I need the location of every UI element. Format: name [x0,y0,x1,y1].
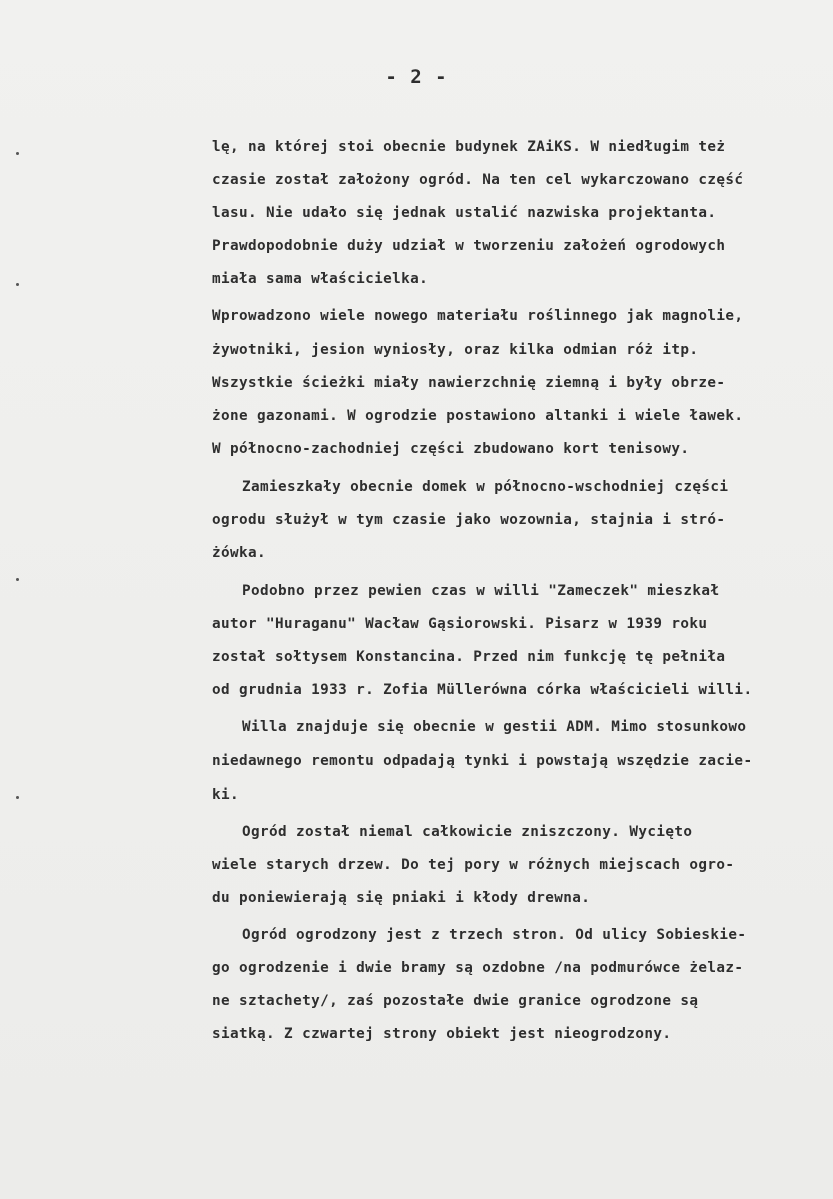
text-line: niedawnego remontu odpadają tynki i powstają wszędzie zacie- [212,753,753,769]
text-line: Wprowadzono wiele nowego materiału roślinnego jak magnolie, [212,308,744,324]
text-line: lasu. Nie udało się jednak ustalić nazwiska projektanta. [212,205,717,221]
text-line: został sołtysem Konstancina. Przed nim funkcję tę pełniła [212,649,726,665]
text-line: du poniewierają się pniaki i kłody drewna. [212,890,591,906]
margin-mark [16,283,19,286]
text-line: lę, na której stoi obecnie budynek ZAiKS. W niedługim też [212,139,726,155]
page-number: - 2 - [385,66,448,88]
text-line: wiele starych drzew. Do tej pory w różnych miejscach ogro- [212,857,735,873]
text-line: Prawdopodobnie duży udział w tworzeniu założeń ogrodowych [212,238,726,254]
text-line: go ogrodzenie i dwie bramy są ozdobne /na podmurówce żelaz- [212,960,744,976]
text-line: czasie został założony ogród. Na ten cel wykarczowano część [212,172,744,188]
text-line: Wszystkie ścieżki miały nawierzchnię ziemną i były obrze- [212,375,726,391]
text-line: żówka. [212,545,267,561]
text-line: ogrodu służył w tym czasie jako wozownia, stajnia i stró- [212,512,726,528]
text-line: żone gazonami. W ogrodzie postawiono altanki i wiele ławek. [212,408,744,424]
margin-mark [16,152,19,155]
text-line: ki. [212,787,240,803]
text-line: żywotniki, jesion wyniosły, oraz kilka odmian róż itp. [212,342,699,358]
text-line: Podobno przez pewien czas w willi "Zameczek" mieszkał [242,583,720,599]
text-line: Willa znajduje się obecnie w gestii ADM. Mimo stosunkowo [242,719,747,735]
text-line: ne sztachety/, zaś pozostałe dwie granice ogrodzone są [212,993,699,1009]
text-line: Zamieszkały obecnie domek w północno-wschodniej części [242,479,729,495]
text-line: Ogród ogrodzony jest z trzech stron. Od ulicy Sobieskie- [242,927,747,943]
text-line: siatką. Z czwartej strony obiekt jest nieogrodzony. [212,1026,672,1042]
text-line: od grudnia 1933 r. Zofia Müllerówna córka właścicieli willi. [212,682,753,698]
text-line: autor "Huraganu" Wacław Gąsiorowski. Pisarz w 1939 roku [212,616,708,632]
text-line: miała sama właścicielka. [212,271,429,287]
margin-mark [16,578,19,581]
margin-mark [16,796,19,799]
text-line: W północno-zachodniej części zbudowano kort tenisowy. [212,441,690,457]
text-line: Ogród został niemal całkowicie zniszczony. Wycięto [242,824,693,840]
